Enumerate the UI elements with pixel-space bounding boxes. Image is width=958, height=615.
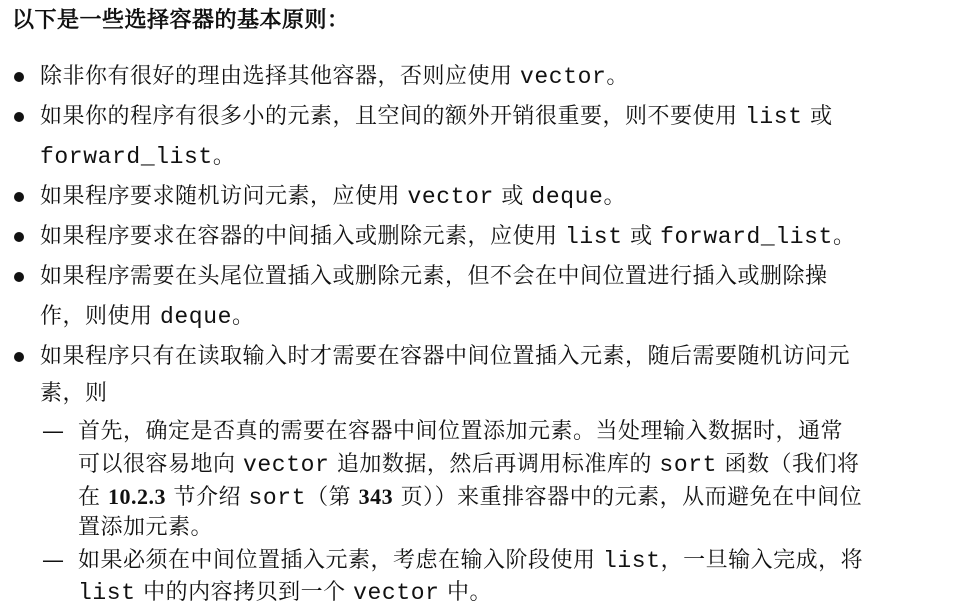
subitem-dash: — bbox=[42, 548, 64, 573]
subitem-line bbox=[78, 417, 843, 447]
bullet-line bbox=[40, 142, 235, 172]
text-segment: 。 bbox=[603, 184, 626, 209]
text-segment: 。 bbox=[832, 224, 856, 249]
inline-code: forward_list bbox=[660, 224, 833, 250]
text-segment: 节介绍 bbox=[166, 485, 249, 510]
bullet-line bbox=[40, 182, 626, 212]
inline-code: list bbox=[78, 580, 136, 606]
text-segment: 如果程序需要在头尾位置插入或删除元素，但不会在中间位置进行插入或删除操 bbox=[40, 264, 828, 289]
text-segment: ，一旦输入完成，将 bbox=[660, 548, 864, 573]
bullet-marker bbox=[14, 192, 24, 202]
subitem-line bbox=[78, 450, 860, 480]
text-segment: 如果程序要求在容器的中间插入或删除元素，应使用 bbox=[40, 224, 565, 249]
inline-code: sort bbox=[659, 452, 718, 478]
bullet-line bbox=[40, 379, 108, 409]
bullet-line bbox=[40, 342, 850, 372]
bullet-marker bbox=[14, 112, 24, 122]
bullet-marker bbox=[14, 272, 24, 282]
subitem-dash: — bbox=[42, 419, 64, 444]
text-segment: 中。 bbox=[439, 580, 493, 605]
bold-number: 10.2.3 bbox=[108, 484, 166, 509]
text-segment: 追加数据，然后再调用标准库的 bbox=[329, 452, 660, 477]
bullet-marker bbox=[14, 352, 24, 362]
inline-code: vector bbox=[353, 580, 440, 606]
text-segment: 首先，确定是否真的需要在容器中间位置添加元素。当处理输入数据时，通常 bbox=[78, 419, 844, 444]
inline-code: list bbox=[565, 224, 623, 250]
subitem-line bbox=[78, 482, 862, 513]
bullet-line bbox=[40, 102, 833, 132]
text-segment: 。 bbox=[232, 304, 255, 329]
text-segment: 如果必须在中间位置插入元素，考虑在输入阶段使用 bbox=[78, 548, 603, 573]
text-segment: 如果你的程序有很多小的元素，且空间的额外开销很重要，则不要使用 bbox=[40, 104, 745, 129]
subitem-line bbox=[78, 513, 213, 543]
inline-code: deque bbox=[531, 184, 604, 210]
text-segment: 或 bbox=[802, 104, 833, 129]
text-segment: （第 bbox=[306, 485, 359, 510]
bold-number: 343 bbox=[358, 484, 394, 509]
text-segment: 函数（我们将 bbox=[717, 452, 860, 477]
text-segment: 页））来重排容器中的元素，从而避免在中间位 bbox=[393, 485, 863, 510]
inline-code: list bbox=[745, 104, 803, 130]
inline-code: list bbox=[603, 548, 661, 574]
section-heading: 以下是一些选择容器的基本原则： bbox=[12, 8, 350, 33]
text-segment: 置添加元素。 bbox=[78, 515, 214, 540]
bullet-line bbox=[40, 262, 828, 292]
text-segment: 。 bbox=[212, 144, 236, 169]
bullet-line bbox=[40, 222, 855, 252]
text-segment: 如果程序只有在读取输入时才需要在容器中间位置插入元素，随后需要随机访问元 bbox=[40, 344, 851, 369]
inline-code: vector bbox=[520, 64, 607, 90]
bullet-line bbox=[40, 62, 629, 92]
text-segment: 在 bbox=[78, 485, 108, 510]
bullet-marker bbox=[14, 72, 24, 82]
text-segment: 素，则 bbox=[40, 381, 108, 406]
text-segment: 作，则使用 bbox=[40, 304, 160, 329]
inline-code: forward_list bbox=[40, 144, 213, 170]
subitem-line bbox=[78, 578, 492, 608]
bullet-line bbox=[40, 302, 255, 332]
inline-code: sort bbox=[248, 485, 307, 511]
text-segment: 或 bbox=[493, 184, 532, 209]
subitem-line bbox=[78, 546, 863, 576]
text-segment: 中的内容拷贝到一个 bbox=[135, 580, 354, 605]
text-segment: 。 bbox=[606, 64, 629, 89]
text-segment: 除非你有很好的理由选择其他容器，否则应使用 bbox=[40, 64, 520, 89]
inline-code: deque bbox=[160, 304, 233, 330]
text-segment: 如果程序要求随机访问元素，应使用 bbox=[40, 184, 408, 209]
bullet-marker bbox=[14, 232, 24, 242]
inline-code: vector bbox=[407, 184, 494, 210]
inline-code: vector bbox=[243, 452, 330, 478]
text-segment: 或 bbox=[622, 224, 661, 249]
text-segment: 可以很容易地向 bbox=[78, 452, 243, 477]
